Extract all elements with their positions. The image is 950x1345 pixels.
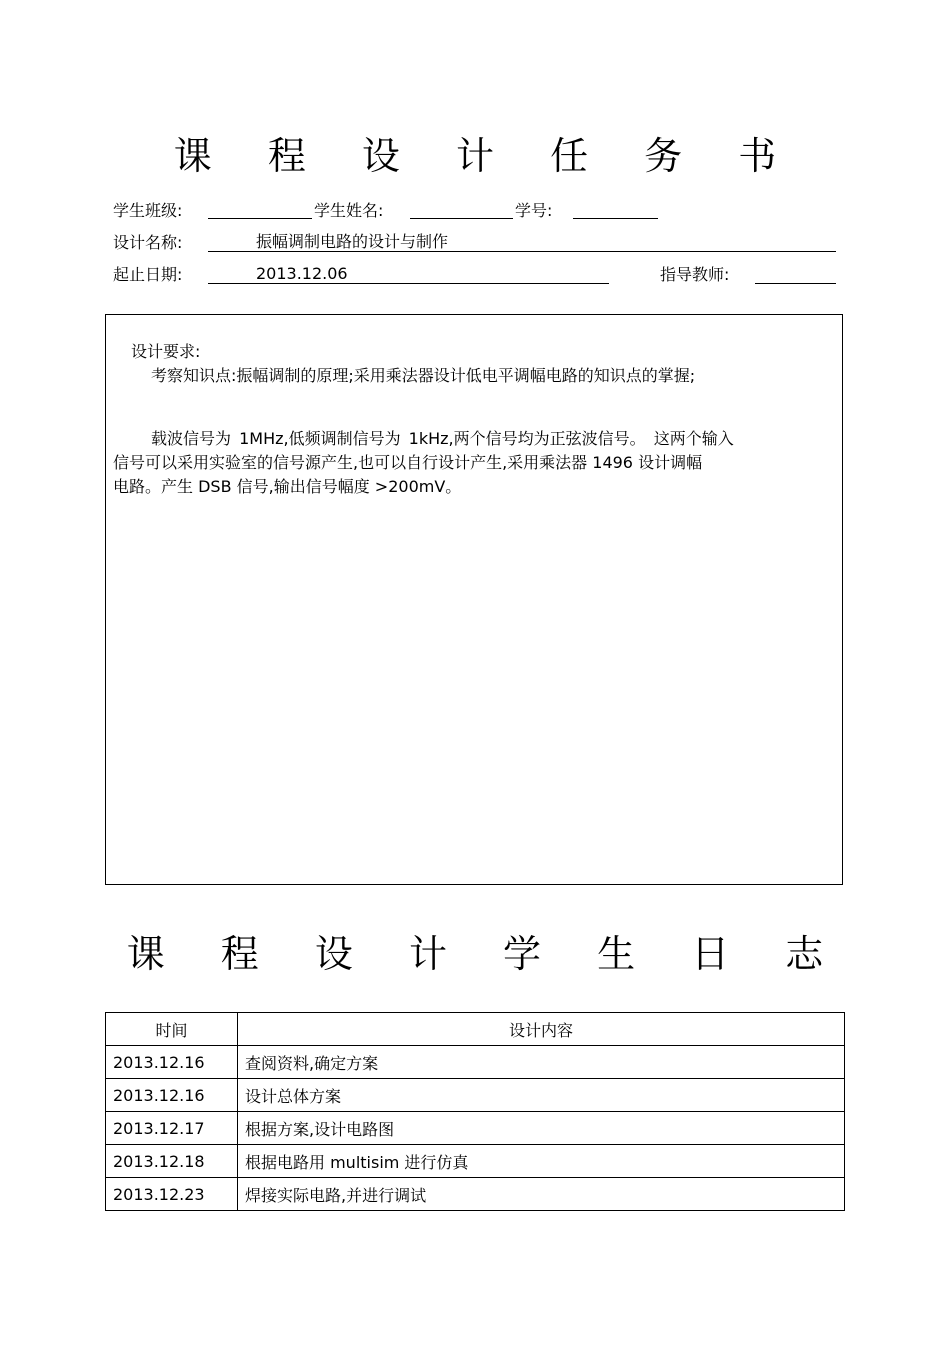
table-row — [106, 1112, 845, 1145]
id-label: 学号: — [515, 201, 553, 220]
table-row — [106, 1046, 845, 1079]
date-value: 2013.12.06 — [256, 264, 348, 283]
table-row — [106, 1145, 845, 1178]
row-date: 2013.12.17 — [106, 1112, 238, 1145]
header-time: 时间 — [106, 1013, 238, 1046]
requirements-line-3: 信号可以采用实验室的信号源产生,也可以自行设计产生,采用乘法器 1496 设计调幅 — [113, 453, 703, 472]
row-content: 焊接实际电路,并进行调试 — [238, 1178, 845, 1211]
row-content: 查阅资料,确定方案 — [238, 1046, 845, 1079]
row-content: 根据电路用 multisim 进行仿真 — [238, 1145, 845, 1178]
row-date: 2013.12.16 — [106, 1046, 238, 1079]
teacher-field-line — [755, 283, 836, 284]
class-label: 学生班级: — [113, 201, 183, 220]
requirements-line-1: 考察知识点:振幅调制的原理;采用乘法器设计低电平调幅电路的知识点的掌握; — [151, 366, 696, 385]
requirements-box — [105, 314, 843, 885]
design-label: 设计名称: — [113, 233, 183, 252]
date-label: 起止日期: — [113, 265, 183, 284]
table-row — [106, 1178, 845, 1211]
log-header-row — [106, 1013, 845, 1046]
teacher-label: 指导教师: — [660, 265, 730, 284]
log-title: 课 程 设 计 学 生 日 志 — [126, 932, 846, 976]
requirements-line-2: 载波信号为 1MHz,低频调制信号为 1kHz,两个信号均为正弦波信号。 这两个输入 — [151, 429, 734, 448]
table-row — [106, 1079, 845, 1112]
row-content: 设计总体方案 — [238, 1079, 845, 1112]
requirements-heading: 设计要求: — [131, 342, 201, 361]
row-date: 2013.12.16 — [106, 1079, 238, 1112]
task-title: 课 程 设 计 任 务 书 — [173, 134, 799, 178]
requirements-line-4: 电路。产生 DSB 信号,输出信号幅度 >200mV。 — [113, 477, 462, 496]
row-date: 2013.12.18 — [106, 1145, 238, 1178]
log-table — [105, 1012, 845, 1211]
header-content: 设计内容 — [238, 1013, 845, 1046]
design-value: 振幅调制电路的设计与制作 — [256, 232, 449, 251]
name-field-line — [410, 218, 513, 219]
row-content: 根据方案,设计电路图 — [238, 1112, 845, 1145]
name-label: 学生姓名: — [314, 201, 384, 220]
id-field-line — [573, 218, 658, 219]
class-field-line — [208, 218, 312, 219]
row-date: 2013.12.23 — [106, 1178, 238, 1211]
